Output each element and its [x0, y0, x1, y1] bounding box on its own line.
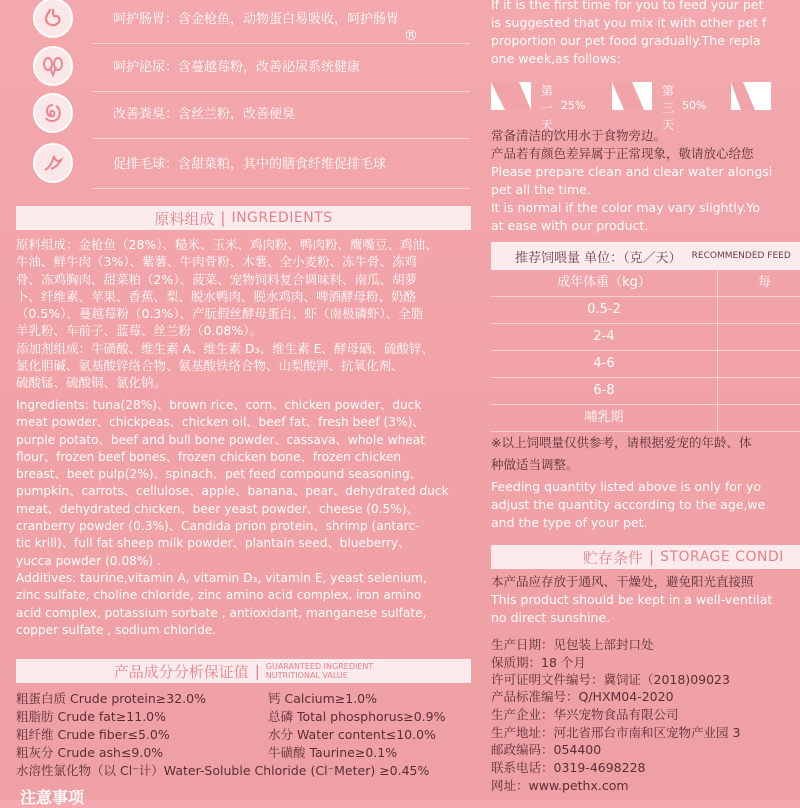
- text-line: Ingredients: tuna(28%)、brown rice、corn、chicken powder、duck: [16, 398, 422, 412]
- nutrient-value: 粗蛋白质 Crude protein≥32.0%: [16, 691, 206, 706]
- table-cell: [718, 351, 800, 377]
- header-separator: |: [649, 548, 655, 566]
- feeding-table-title-cn: 推荐饲喂量 单位：（克／天）: [515, 250, 682, 266]
- text-line: 牛油、鲜牛肉（3%）、紫薯、牛肉骨粉、木薯、全小麦粉、冻牛骨、冻鸡: [16, 254, 418, 270]
- text-line: tic krill)、full fat sheep milk powder、plantain seed、blueberry、: [16, 536, 411, 551]
- table-cell: 0.5-2: [491, 297, 718, 323]
- text-line: If it is the first time for you to feed your pet: [491, 0, 764, 12]
- mix-ratio-box: [731, 82, 771, 110]
- text-line: purple potato、beef and bull bone powder、cassava、whole wheat: [16, 432, 426, 447]
- text-line: 氯化胆碱、氨基酸锌络合物、氨基酸铁络合物、山梨酸钾、抗氧化剂、: [16, 358, 404, 374]
- table-row: [491, 324, 800, 351]
- text-line: Feeding quantity listed above is only for yo: [491, 479, 762, 494]
- table-cell: [718, 378, 800, 404]
- text-line: 种做适当调整。: [491, 457, 579, 472]
- text-line: and the type of your pet.: [491, 515, 648, 530]
- table-cell: 2-4: [491, 324, 718, 350]
- text-line: 产品若有颜色差异属于正常现象，敬请放心给您: [491, 146, 754, 161]
- info-line: 邮政编码：054400: [491, 742, 602, 757]
- nutrition-title-cn: 产品成分分析保证值: [113, 662, 249, 681]
- table-cell: [718, 324, 800, 350]
- table-row: [491, 378, 800, 405]
- text-line: 卜、纤维素、苹果、香蕉、梨、脱水鸭肉、脱水鸡肉、啤酒酵母粉、奶酪: [16, 288, 417, 304]
- header-separator: |: [254, 662, 260, 680]
- info-line: 生产地址：河北省邢台市南和区宠物产业园 3: [491, 725, 741, 740]
- text-line: no direct sunshine.: [491, 610, 611, 625]
- nutrient-value: 粗纤维 Crude fiber≤5.0%: [16, 727, 170, 742]
- benefit-row: [0, 143, 470, 183]
- benefit-text: 呵护泌尿：含蔓越莓粉，改善泌尿系统健康: [113, 60, 361, 75]
- text-line: It is normal if the color may vary slightly.Yo: [491, 200, 761, 215]
- text-line: pet all the time.: [491, 182, 591, 197]
- nutrient-value: 粗脂肪 Crude fat≥11.0%: [16, 709, 167, 724]
- ingredients-en: [16, 397, 472, 639]
- info-line: 网址：www.pethx.com: [491, 778, 629, 793]
- storage-title-en: STORAGE CONDI: [660, 549, 784, 565]
- right-column: [487, 0, 800, 800]
- text-line: 常备清洁的饮用水于食物旁边。: [491, 128, 667, 143]
- text-line: yucca powder (0.08%) .: [16, 553, 161, 568]
- text-line: 添加剂组成：牛磺酸、维生素 A、维生素 D₃、维生素 E、酵母硒、硫酸锌、: [16, 340, 435, 356]
- ingredients-cn: [16, 236, 472, 392]
- benefit-row: [0, 0, 470, 38]
- text-line: This product should be kept in a well-ventilat: [491, 592, 773, 607]
- text-line: ※以上饲喂量仅供参考，请根据爱宠的年龄、体: [491, 435, 752, 450]
- benefit-row: [0, 46, 470, 86]
- feeding-table: [491, 242, 800, 432]
- table-row: [491, 297, 800, 324]
- text-line: meat、dehydrated chicken、beer yeast powder、cheese (0.5%)、: [16, 501, 419, 516]
- benefit-text: 促排毛球：含甜菜粕，其中的膳食纤维促排毛球: [113, 157, 387, 172]
- day-percent: 25%: [561, 99, 586, 112]
- notes-title: 注意事项: [20, 788, 85, 807]
- table-header-row: [491, 270, 800, 297]
- text-line: breast、beet pulp(2%)、spinach、pet feed compound seasoning、: [16, 467, 422, 482]
- info-line: 许可证明文件编号：冀饲证（2018)09023: [491, 672, 730, 687]
- nutrition-header: [16, 659, 471, 683]
- benefit-text: 改善粪臭：含丝兰粉，改善便臭: [113, 107, 296, 122]
- text-line: copper sulfate , sodium chloride.: [16, 622, 217, 637]
- text-line: Please prepare clean and clear water alongsi: [491, 164, 773, 179]
- divider: [93, 138, 470, 139]
- feeding-table-title-en: RECOMMENDED FEED: [691, 251, 791, 261]
- storage-header: [491, 545, 800, 569]
- text-line: acid complex, potassium sorbate , antioxidant, manganese sulfate,: [16, 605, 427, 620]
- text-line: zinc sulfate, choline chloride, zinc amino acid complex, iron amino: [16, 588, 422, 603]
- info-line: 联系电话：0319-4698228: [491, 760, 646, 775]
- text-line: one week,as follows:: [491, 51, 621, 66]
- mix-ratio-box: [612, 82, 652, 110]
- info-line: 产品标准编号：Q/HXM04-2020: [491, 689, 674, 704]
- storage-title-cn: 贮存条件: [583, 548, 644, 567]
- ingredients-title-cn: 原料组成: [154, 209, 215, 228]
- nutrient-value: 总磷 Total phosphorus≥0.9%: [268, 709, 446, 724]
- intestine-icon: [33, 93, 73, 133]
- nutrient-value: 牛磺酸 Taurine≥0.1%: [268, 745, 398, 760]
- nutrition-title-en: [266, 662, 374, 680]
- divider: [93, 188, 470, 189]
- info-line: 保质期：18 个月: [491, 655, 586, 670]
- text-line: 骨、冻鸡胸肉、甜菜粕（2%）、菠菜、宠物饲料复合调味料、南瓜、胡萝: [16, 271, 418, 287]
- ingredients-header: [16, 206, 471, 230]
- text-line: 羊乳粉、车前子、蓝莓、丝兰粉（0.08%）。: [16, 323, 262, 339]
- nutrition-title-en-1: GUARANTEED INGREDIENT: [265, 662, 374, 671]
- nutrient-value: 粗灰分 Crude ash≤9.0%: [16, 745, 164, 760]
- stomach-icon: [33, 0, 73, 38]
- kidney-icon: [33, 46, 73, 86]
- benefit-row: [0, 93, 470, 133]
- header-separator: |: [220, 209, 226, 227]
- text-line: （0.5%）、蔓越莓粉（0.3%）、产朊假丝酵母蛋白、虾（南极磷虾）、全脂: [16, 306, 424, 322]
- benefit-text: 呵护肠胃：含金枪鱼，动物蛋白易吸收，呵护肠胃: [113, 12, 400, 27]
- text-line: meat powder、chickpeas、chicken oil、beef fat、fresh beef (3%)、: [16, 415, 425, 430]
- day-label: 第一天: [541, 84, 554, 132]
- column-header: 成年体重（kg）: [491, 270, 718, 296]
- text-line: Additives: taurine,vitamin A, vitamin D₃, vitamin E, yeast selenium,: [16, 570, 427, 585]
- table-cell: 哺乳期: [491, 405, 718, 431]
- day-label: 第三天: [662, 84, 675, 132]
- text-line: at ease with our product.: [491, 218, 649, 233]
- text-line: 本产品应存放于通风、干燥处，避免阳光直接照: [491, 574, 754, 589]
- nutrition-title-en-2: NUTRITIONAL VALUE: [265, 671, 348, 680]
- feeding-table-title: [491, 242, 800, 270]
- divider: [93, 91, 470, 92]
- registered-mark: ®: [404, 28, 418, 44]
- info-line: 生产日期：见包装上部封口处: [491, 637, 654, 652]
- day-percent: 50%: [682, 99, 707, 112]
- mix-ratio-box: [491, 82, 531, 110]
- table-cell: 6-8: [491, 378, 718, 404]
- table-cell: [718, 405, 800, 431]
- text-line: 原料组成：金枪鱼（28%）、糙米、玉米、鸡肉粉、鸭肉粉、鹰嘴豆、鸡油、: [16, 237, 438, 252]
- nutrient-value: 水溶性氯化物（以 Cl⁻计）Water-Soluble Chloride (Cl⁻Meter) ≥0.45%: [16, 763, 430, 778]
- ingredients-title-en: INGREDIENTS: [231, 210, 333, 226]
- text-line: proportion our pet food gradually.The repla: [491, 33, 761, 48]
- column-header: 每: [757, 275, 771, 290]
- table-cell: 4-6: [491, 351, 718, 377]
- text-line: adjust the quantity according to the age,we: [491, 497, 766, 512]
- hairball-icon: [33, 143, 73, 183]
- table-row: [491, 405, 800, 432]
- text-line: cranberry powder (0.3%)、Candida prion protein、shrimp (antarc-: [16, 519, 420, 534]
- text-line: is suggested that you mix it with other pet f: [491, 15, 767, 30]
- text-line: flour、frozen beef bones、frozen chicken bone、frozen chicken: [16, 449, 402, 464]
- table-cell: [718, 297, 800, 323]
- text-line: pumpkin、carrots、cellulose、apple、banana、pear、dehydrated duck: [16, 484, 449, 499]
- text-line: 硫酸锰、硫酸铜、氯化钠。: [16, 375, 167, 391]
- nutrient-value: 钙 Calcium≥1.0%: [268, 691, 378, 706]
- table-row: [491, 351, 800, 378]
- nutrient-value: 水分 Water content≤10.0%: [268, 727, 436, 742]
- info-line: 生产企业：华兴宠物食品有限公司: [491, 707, 679, 722]
